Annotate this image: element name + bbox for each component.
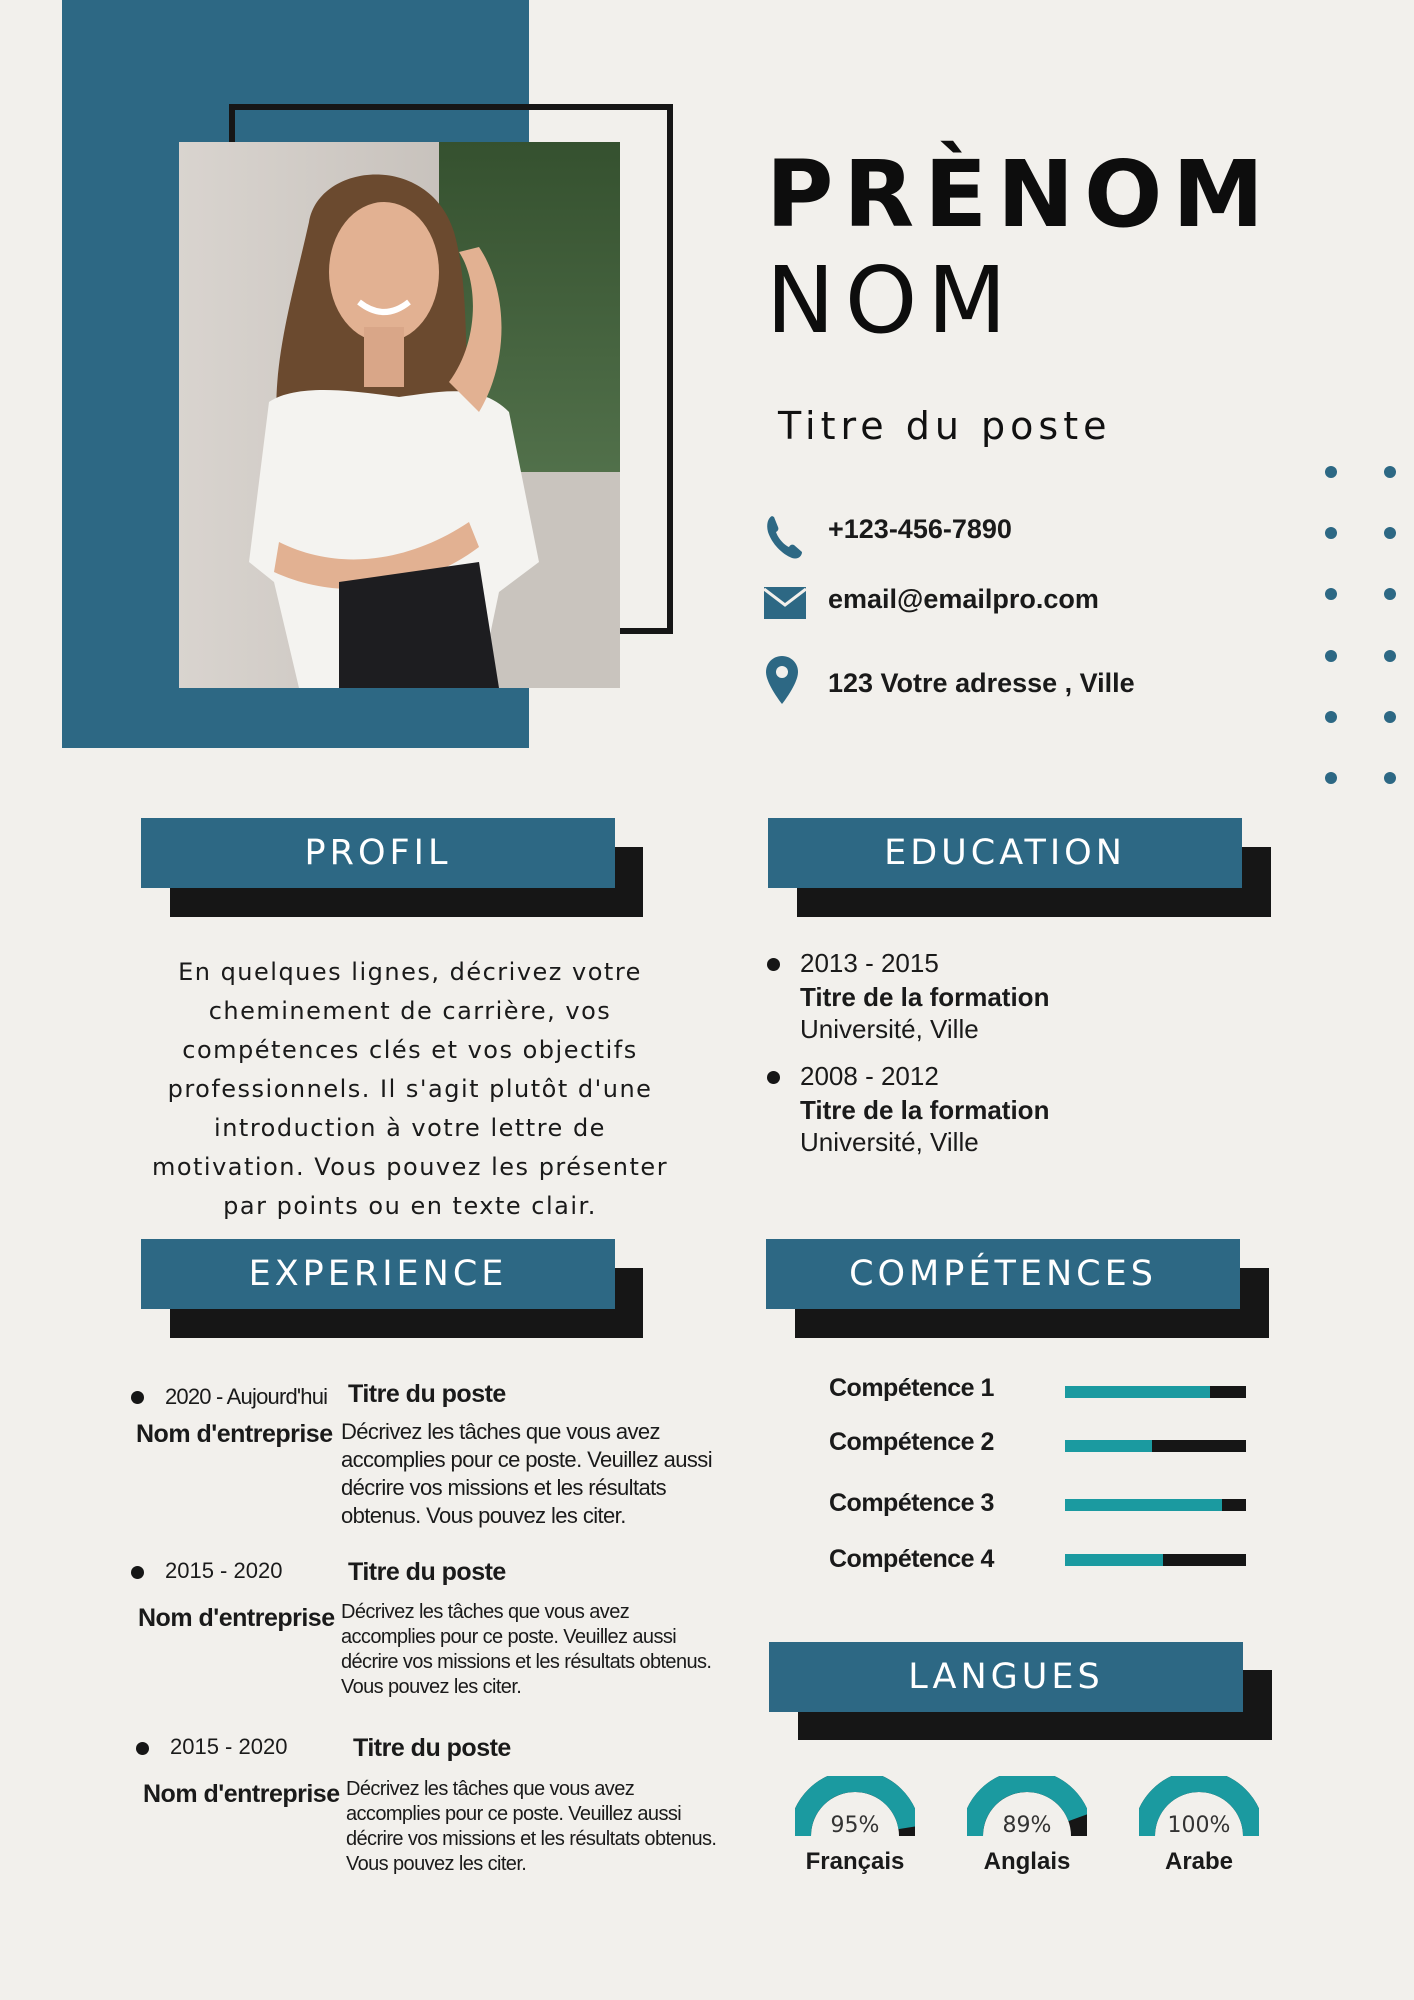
experience-title: Titre du poste (348, 1558, 506, 1586)
skill-bar (1065, 1440, 1246, 1452)
svg-text:95%: 95% (830, 1813, 880, 1838)
job-title: Titre du poste (778, 404, 1112, 448)
profile-text: En quelques lignes, décrivez votre cheminement de carrière, vos compétences clés et vos objectifs professionnels. Il s'agit plutôt d'une introduction à votre lettre de motivation. Vous pouvez les présenter par points ou en texte clair. (151, 958, 669, 1220)
skill-name: Compétence 1 (829, 1374, 994, 1402)
language-gauge (1139, 1776, 1259, 1840)
section-header-skills: COMPÉTENCES (766, 1239, 1240, 1309)
skill-name: Compétence 2 (829, 1428, 994, 1456)
first-name: PRÈNOM (766, 141, 1274, 248)
education-title: Titre de la formation (800, 1095, 1050, 1125)
phone-text: +123-456-7890 (828, 514, 1012, 544)
education-years: 2013 - 2015 (800, 948, 939, 978)
experience-description: Décrivez les tâches que vous avez accomplies pour ce poste. Veuillez aussi décrire vos missions et les résultats obtenus. Vous pouvez les citer. (346, 1778, 717, 1875)
experience-title: Titre du poste (353, 1734, 511, 1762)
skill-bar (1065, 1386, 1246, 1398)
education-school: Université, Ville (800, 1127, 979, 1157)
education-title: Titre de la formation (800, 982, 1050, 1012)
last-name: NOM (766, 247, 1017, 354)
address-text: 123 Votre adresse , Ville (828, 668, 1135, 698)
phone-icon (764, 512, 804, 560)
email-icon (764, 587, 806, 619)
person-photo (179, 142, 620, 688)
experience-company: Nom d'entreprise (136, 1420, 333, 1448)
experience-date: 2020 - Aujourd'hui (165, 1384, 328, 1409)
experience-description: Décrivez les tâches que vous avez accomplies pour ce poste. Veuillez aussi décrire vos missions et les résultats obtenus. Vous pouvez les citer. (341, 1419, 712, 1528)
location-pin-icon (766, 656, 798, 704)
language-name: Arabe (1164, 1848, 1234, 1875)
profile-photo (179, 142, 620, 688)
language-gauge (795, 1776, 915, 1840)
language-name: Français (805, 1848, 905, 1875)
section-header-languages: LANGUES (769, 1642, 1243, 1712)
experience-date: 2015 - 2020 (165, 1558, 283, 1583)
skill-name: Compétence 3 (829, 1489, 994, 1517)
section-header-profile: PROFIL (141, 818, 615, 888)
language-name: Anglais (983, 1848, 1071, 1875)
education-years: 2008 - 2012 (800, 1061, 939, 1091)
experience-description: Décrivez les tâches que vous avez accomplies pour ce poste. Veuillez aussi décrire vos missions et les résultats obtenus. Vous pouvez les citer. (341, 1601, 712, 1698)
skill-name: Compétence 4 (829, 1545, 994, 1573)
language-gauge (967, 1776, 1087, 1840)
experience-title: Titre du poste (348, 1380, 506, 1408)
education-school: Université, Ville (800, 1014, 979, 1044)
section-header-experience: EXPERIENCE (141, 1239, 615, 1309)
svg-text:89%: 89% (1002, 1813, 1052, 1838)
section-header-education: EDUCATION (768, 818, 1242, 888)
experience-company: Nom d'entreprise (138, 1604, 335, 1632)
svg-text:100%: 100% (1167, 1813, 1231, 1838)
email-text: email@emailpro.com (828, 584, 1099, 614)
skill-bar (1065, 1499, 1246, 1511)
experience-date: 2015 - 2020 (170, 1734, 288, 1759)
skill-bar (1065, 1554, 1246, 1566)
experience-company: Nom d'entreprise (143, 1780, 340, 1808)
